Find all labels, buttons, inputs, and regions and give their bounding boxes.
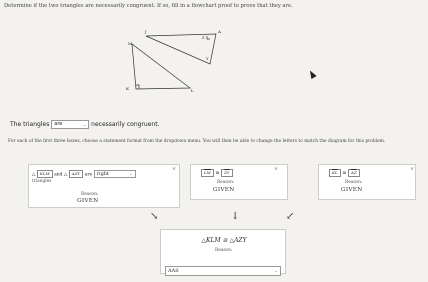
segment-input-1[interactable]: $\overline{KL}$ xyxy=(329,169,341,177)
instructions-paragraph: For each of the first three boxes, choose a statement format from the dropdown menu. You will then be able to change the letters to match the diagram for this problem. xyxy=(8,139,386,144)
label-y: Y xyxy=(206,56,209,61)
congruence-question: The triangles are ⌄ necessarily congruent. xyxy=(10,121,160,128)
statement-line: $\overline{LM}$ ≅ $\overline{ZY}$ xyxy=(201,169,233,177)
reason-value: GIVEN xyxy=(77,198,99,204)
reason-value: GIVEN xyxy=(341,187,363,193)
close-icon[interactable]: × xyxy=(274,166,279,172)
conclusion-statement: △KLM ≅ △AZY xyxy=(201,237,247,244)
label-l: L xyxy=(191,88,194,93)
segment-input-2[interactable]: $\overline{AZ}$ xyxy=(348,169,360,177)
label-a: A xyxy=(218,29,221,34)
close-icon[interactable]: × xyxy=(172,166,177,172)
label-k: K xyxy=(126,86,129,91)
statement-line: △ KLM and △ AZY are right ⌄ xyxy=(32,170,136,178)
arrow-down-left-icon: ↙ xyxy=(286,211,295,222)
mouse-cursor-icon xyxy=(307,69,316,79)
close-icon[interactable]: × xyxy=(410,166,415,172)
instructions: Determine if the two triangles are necessarily congruent. If so, fill in a flowchart proof to prove that they are. xyxy=(4,3,293,9)
reason-label: Reason: xyxy=(215,248,233,253)
label-m: M xyxy=(128,41,133,46)
statement-line-2: triangles xyxy=(32,179,52,184)
segment-input-1[interactable]: $\overline{LM}$ xyxy=(201,169,214,177)
reason-label: Reason: xyxy=(217,180,235,185)
chevron-down-icon: ⌄ xyxy=(129,171,133,176)
label-z: Z xyxy=(202,36,205,40)
chevron-down-icon: ⌄ xyxy=(82,122,87,127)
segment-input-2[interactable]: $\overline{ZY}$ xyxy=(221,169,232,177)
chevron-down-icon: ⌄ xyxy=(274,267,278,273)
flowchart-box-3 xyxy=(318,164,416,200)
statement-line: $\overline{KL}$ ≅ $\overline{AZ}$ xyxy=(329,169,360,177)
triangle-input-2[interactable]: AZY xyxy=(69,170,83,178)
angle-type-dropdown[interactable]: right ⌄ xyxy=(94,170,136,178)
reason-label: Reason: xyxy=(81,192,99,197)
label-j: J xyxy=(145,29,147,34)
triangle-klm xyxy=(132,44,190,89)
congruence-dropdown[interactable]: are ⌄ xyxy=(51,120,89,129)
reason-value: GIVEN xyxy=(213,187,235,193)
reason-dropdown[interactable]: AAS ⌄ xyxy=(165,266,281,276)
conclusion-box xyxy=(160,229,286,274)
triangle-diagram xyxy=(118,26,228,96)
triangle-input-1[interactable]: KLM xyxy=(37,170,53,178)
reason-label: Reason: xyxy=(345,180,363,185)
flowchart-box-1 xyxy=(28,164,180,208)
arrow-down-right-icon: ↘ xyxy=(150,211,159,222)
arrow-down-icon: ↓ xyxy=(231,211,240,222)
